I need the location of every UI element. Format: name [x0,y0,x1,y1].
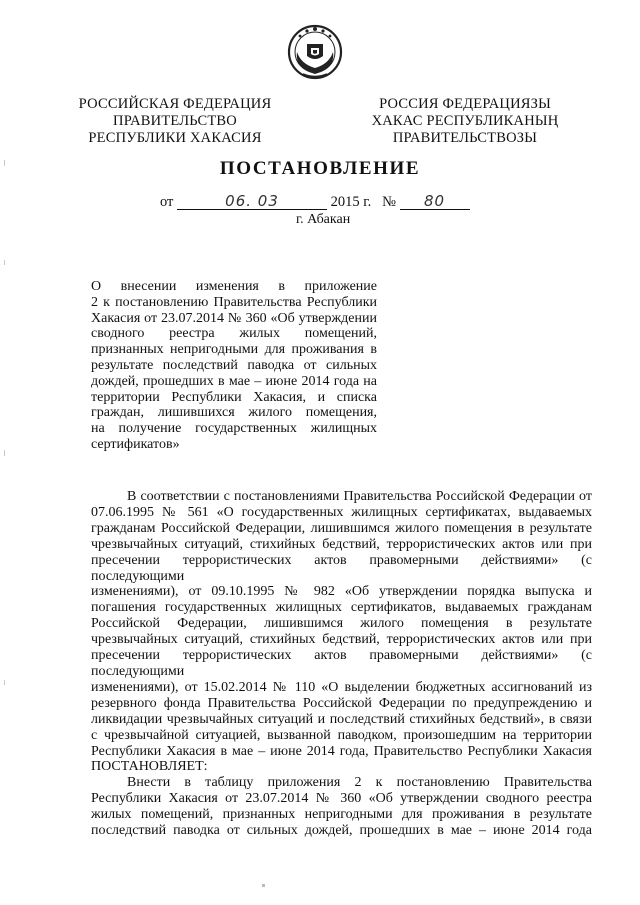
body-line: жилых помещений, признанных непригодными для проживания в результате [91,807,592,823]
header-left-line: РЕСПУБЛИКИ ХАКАСИЯ [88,130,262,146]
year-label: 2015 г. [330,194,372,210]
subject-line: результате последствий паводка от сильных [91,357,377,373]
header-right-line: ПРАВИТЕЛЬСТВОЗЫ [392,130,538,146]
body-line: последствий паводка от сильных дождей, прошедших в мае – июне 2014 года [91,823,592,839]
header-left-line: ПРАВИТЕЛЬСТВО [113,113,237,129]
body-line: с чрезвычайной ситуацией, вызванной паводком, произошедшим на территории [91,727,592,743]
number-field: 80 [400,194,470,210]
body-line: гражданам Российской Федерации, лишившимся жилого помещения в результате [91,520,592,536]
subject-line: граждан, лишившихся жилого помещения, [91,405,377,421]
body-line: Российской Федерации, лишившимся жилого помещения в результате [91,616,592,632]
body-line: изменениями), от 15.02.2014 № 110 «О выделении бюджетных ассигнований из [91,679,592,695]
subject-line: сертификатов» [91,436,180,452]
header-left-line: РОССИЙСКАЯ ФЕДЕРАЦИЯ [78,96,272,112]
header-right [350,96,580,147]
number-label: № [382,194,396,210]
body-line: Республики Хакасия от 23.07.2014 № 360 «Об утверждении сводного реестра [91,791,592,807]
scan-dot [262,884,265,887]
body-line: чрезвычайных ситуаций, стихийных бедствий, террористических актов или при [91,536,592,552]
subject-block [91,279,377,453]
document-type-title: ПОСТАНОВЛЕНИЕ [219,158,421,179]
body-line: изменениями), от 09.10.1995 № 982 «Об утверждении порядка выпуска и [91,584,592,600]
body-line: ликвидации чрезвычайных ситуаций и последствий стихийных бедствий», в связи [91,711,592,727]
subject-line: признанных непригодными для проживания в [91,342,377,358]
body-line: В соответствии с постановлениями Правительства Российской Федерации от [127,489,592,504]
subject-line: сводного реестра жилых помещений, [91,326,377,342]
body-line: резервного фонда Правительства Российской Федерации по предупреждению и [91,695,592,711]
date-field: 06. 03 [177,194,327,210]
body-line: Республики Хакасия в мае – июне 2014 года, Правительство Республики Хакасия [91,743,592,759]
body-line: ПОСТАНОВЛЯЕТ: [91,759,208,775]
subject-line: 2 к постановлению Правительства Республики [91,294,377,310]
date-from-label: от [160,194,174,210]
body-line: погашения государственных жилищных сертификатов, выдаваемых гражданам [91,600,592,616]
scan-margin-marks [4,120,6,820]
emblem-icon [285,22,345,80]
body-line: пресечении террористических актов правомерными действиями» (с последующими [91,648,592,679]
body-line: пресечении террористических актов правомерными действиями» (с последующими [91,552,592,584]
body-text [91,489,592,839]
subject-line: на получение государственных жилищных [91,421,377,437]
city-label: г. Абакан [296,212,351,227]
date-line [160,194,470,211]
body-line: Внести в таблицу приложения 2 к постановлению Правительства [127,775,592,791]
header-left [60,96,290,147]
header-right-line: РОССИЯ ФЕДЕРАЦИЯЗЫ [379,96,551,112]
body-line: чрезвычайных ситуаций, стихийных бедствий, террористических актов или при [91,632,592,648]
body-line: 07.06.1995 № 561 «О государственных жилищных сертификатах, выдаваемых [91,504,592,520]
subject-line: территории Республики Хакасия, и списка [91,389,377,405]
subject-line: Хакасия от 23.07.2014 № 360 «Об утверждении [91,310,377,326]
subject-line: дождей, прошедших в мае – июне 2014 года на [91,373,377,389]
subject-line: О внесении изменения в приложение [91,279,377,294]
header-right-line: ХАКАС РЕСПУБЛИКАНЫҢ [371,113,559,129]
